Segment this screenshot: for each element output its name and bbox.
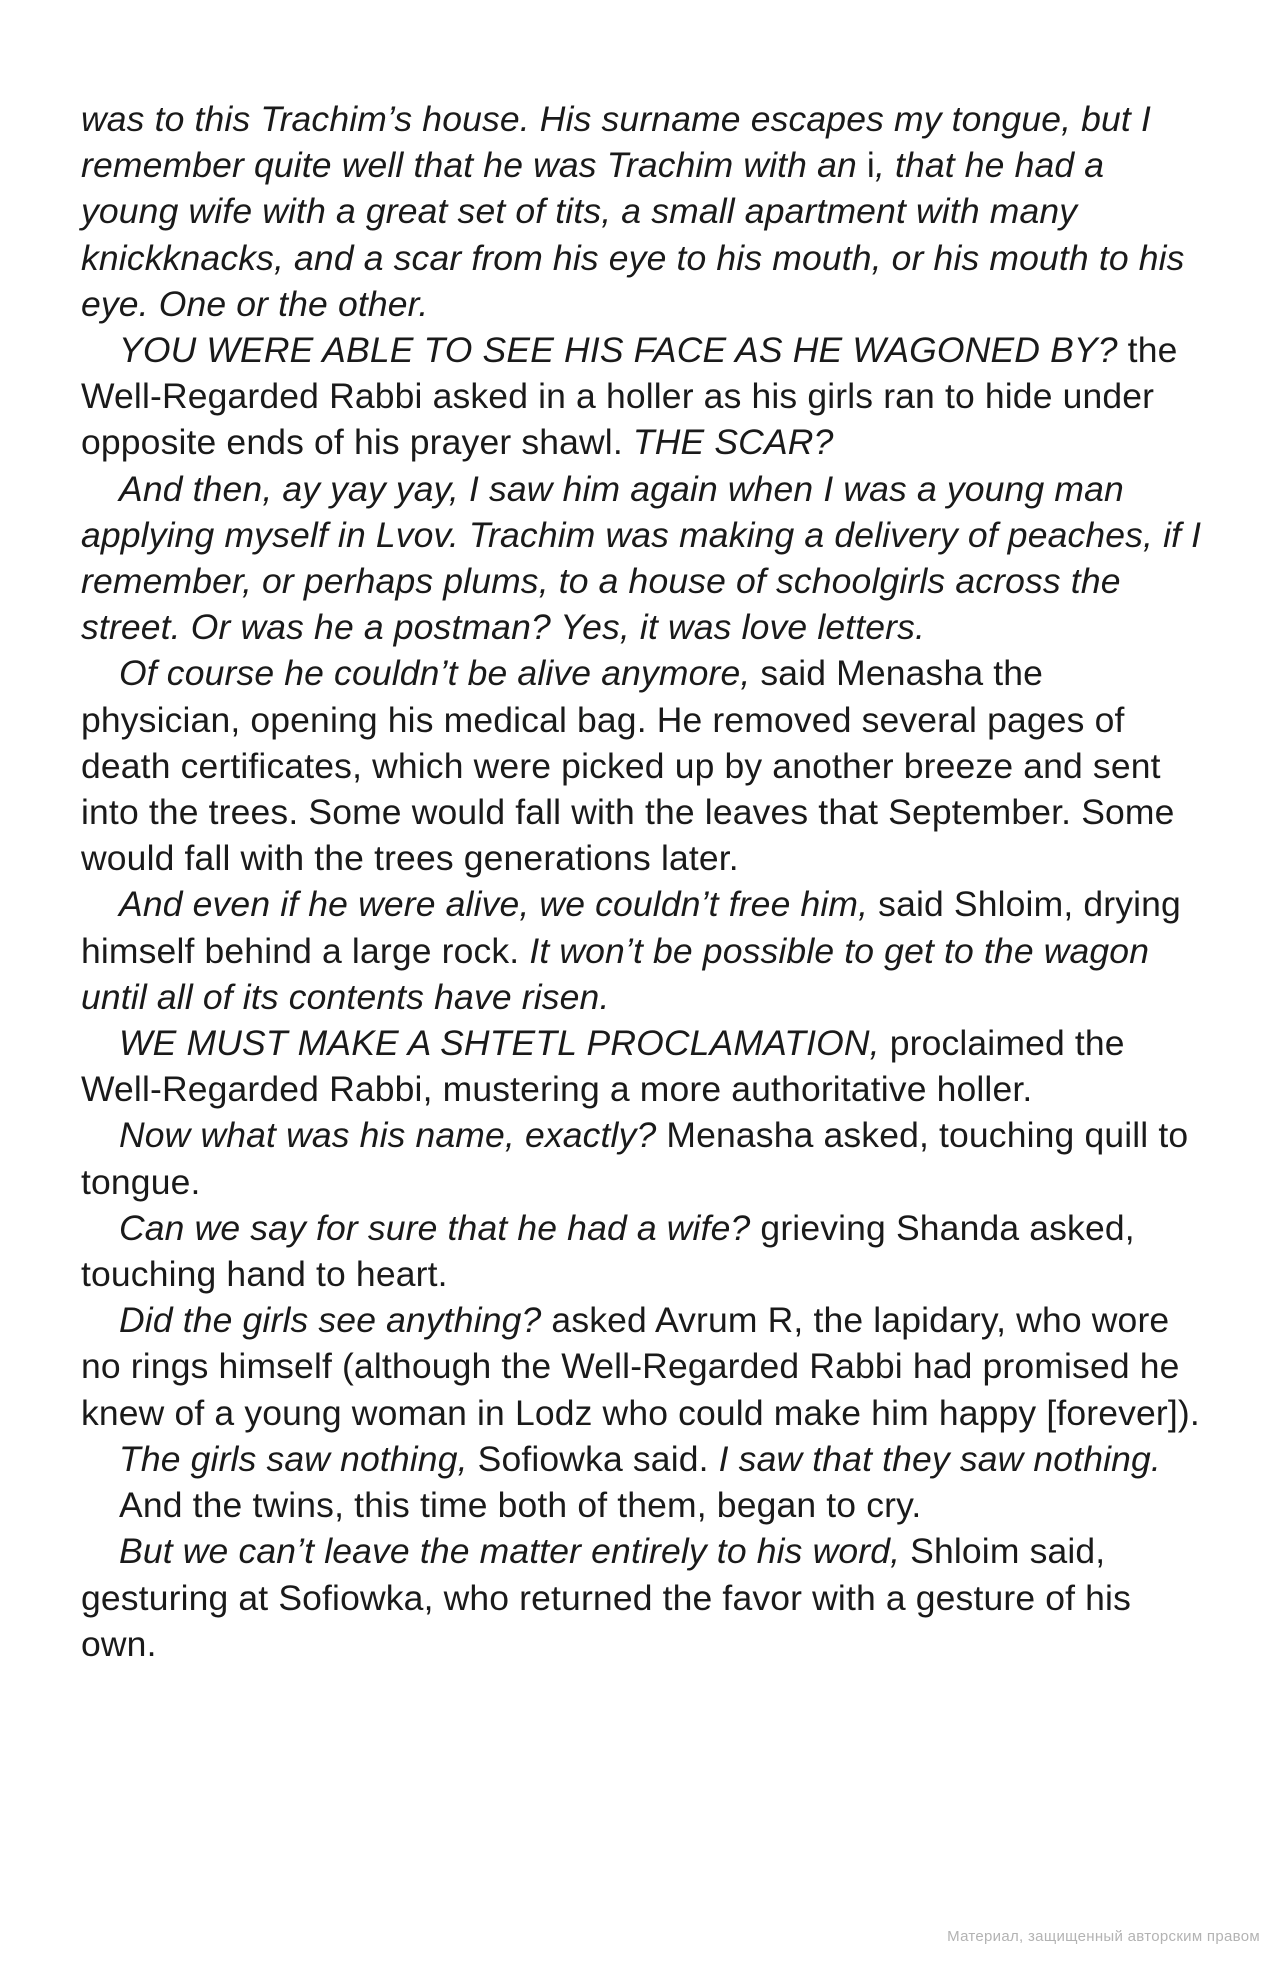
paragraph-3 [81, 466, 1211, 651]
paragraph-6 [81, 1020, 1211, 1112]
text-run: asked Avrum R, the lapidary, who wore no rings himself (although the Well-Regarded Rabbi had promised he knew of a young woman in Lodz who could make him happy [forever]). [81, 1300, 1200, 1433]
text-run: And the twins, this time both of them, began to cry. [119, 1485, 922, 1526]
text-run: Sofiowka said. [467, 1438, 719, 1479]
text-run: THE SCAR? [632, 422, 834, 463]
paragraph-5 [81, 881, 1211, 1020]
text-run: Menasha asked, touching quill to tongue. [81, 1115, 1189, 1202]
text-run: said Menasha the physician, opening his medical bag. He removed several pages of death certificates, which were picked up by another breeze and sent into the trees. Some would fall with the leaves that September. Some would fall with the trees generations later. [81, 653, 1175, 879]
text-run: , that he had a young wife with a great set of tits, a small apartment with many knickknacks, and a scar from his eye to his mouth, or his mouth to his eye. One or the other. [81, 145, 1185, 324]
copyright-watermark: Материал, защищенный авторским правом [947, 1928, 1260, 1945]
text-run: And even if he were alive, we couldn’t free him, [119, 884, 869, 925]
paragraph-12 [81, 1528, 1211, 1667]
text-run: It won’t be possible to get to the wagon until all of its contents have risen. [81, 930, 1150, 1017]
paragraph-8 [81, 1205, 1211, 1297]
text-run: the Well-Regarded Rabbi asked in a holler as his girls ran to hide under opposite ends of his prayer shawl. [81, 330, 1178, 463]
text-run: Shloim said, gesturing at Sofiowka, who returned the favor with a gesture of his own. [81, 1531, 1131, 1664]
paragraph-10 [81, 1436, 1211, 1482]
text-run: And then, ay yay yay, I saw him again when I was a young man applying myself in Lvov. Trachim was making a delivery of peaches, if I remember, or perhaps plums, to a house of schoolgirls across the street. Or was he a postman? Yes, it was love letters. [81, 468, 1202, 648]
paragraph-1 [81, 96, 1211, 327]
text-run: proclaimed the Well-Regarded Rabbi, mustering a more authoritative holler. [81, 1023, 1125, 1110]
text-run: was to this Trachim’s house. His surname escapes my tongue, but I remember quite well that he was Trachim with an [81, 99, 1151, 186]
text-run: i [866, 145, 875, 186]
paragraph-7 [81, 1112, 1211, 1204]
text-run: Can we say for sure that he had a wife? [119, 1207, 751, 1248]
paragraph-9 [81, 1297, 1211, 1436]
text-run: grieving Shanda asked, touching hand to heart. [81, 1207, 1135, 1295]
text-run: WE MUST MAKE A SHTETL PROCLAMATION, [119, 1023, 880, 1064]
text-run: I saw that they saw nothing. [718, 1438, 1161, 1479]
book-page-text [81, 96, 1211, 1667]
paragraph-4 [81, 650, 1211, 881]
text-run: said Shloim, drying himself behind a large rock. [81, 884, 1181, 971]
text-run: Now what was his name, exactly? [119, 1115, 657, 1156]
paragraph-11 [81, 1482, 1211, 1528]
text-run: YOU WERE ABLE TO SEE HIS FACE AS HE WAGONED BY? [119, 330, 1118, 371]
paragraph-2 [81, 327, 1211, 466]
text-run: The girls saw nothing, [119, 1438, 468, 1479]
text-run: But we can’t leave the matter entirely to his word, [119, 1531, 901, 1572]
text-run: Of course he couldn’t be alive anymore, [119, 653, 751, 694]
text-run: Did the girls see anything? [119, 1300, 542, 1341]
